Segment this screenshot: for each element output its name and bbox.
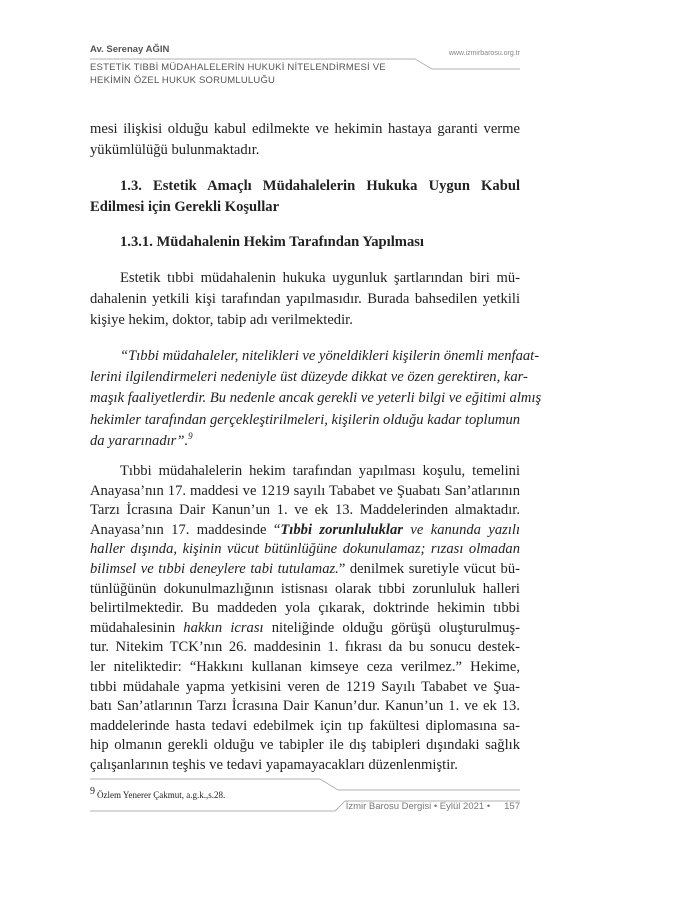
text-line <box>90 521 520 541</box>
header-author: Av. Serenay AĞIN <box>90 44 170 55</box>
text-segment: Tıbbi müdahalelerin hekim tarafından yapılması koşulu, temelini <box>120 463 520 479</box>
text-segment: maddelerinde hasta tedavi edebilmek için tıp fakültesi diplomasına sa- <box>90 717 520 734</box>
text-segment: maşık faaliyetlerdir. Bu nedenle ancak gerekli ve yeterli bilgi ve eğitimi almış <box>90 390 542 407</box>
text-segment: hakkın icrası <box>183 619 264 636</box>
text-line <box>90 431 520 452</box>
text-segment: mesi ilişkisi olduğu kabul edilmekte ve hekimin hastaya garanti verme <box>90 121 520 137</box>
text-line <box>90 119 520 140</box>
footnote-ref: 9 <box>188 430 193 441</box>
text-segment: hekimler tarafından gerçekleştirilmeleri, kişilerin olduğu kadar toplumun <box>90 411 521 428</box>
text-segment: dahalenin yetkili kişi tarafından yapılmasıdır. Burada bahsedilen yetkili <box>90 291 520 308</box>
text-segment: Tarzı İcrasına Dair Kanun’un 1. ve ek 13. Maddelerinden almaktadır. <box>90 502 520 519</box>
text-line <box>90 756 520 776</box>
header-title <box>90 62 386 87</box>
text-segment: niteliğinde olduğu görüşü oluşturulmuş- <box>263 619 520 636</box>
text-segment: 1.3.1. Müdahalenin Hekim Tarafından Yapılması <box>120 234 424 250</box>
text-segment: kişiye hekim, doktor, tabip adı verilmektedir. <box>90 312 353 329</box>
text-segment: haller dışında, kişinin vücut bütünlüğüne dokunulamaz; rızası olmadan <box>90 541 520 558</box>
text-line <box>90 197 520 218</box>
text-segment: bilimsel ve tıbbi deneylere tabi tutulamaz. <box>90 560 339 577</box>
text-segment: yükümlülüğü bulunmaktadır. <box>90 142 260 159</box>
section-heading <box>90 232 520 253</box>
text-line <box>90 410 520 431</box>
text-line <box>90 367 528 388</box>
text-line <box>90 736 520 756</box>
text-line <box>90 176 520 197</box>
text-line <box>90 560 520 580</box>
section-heading <box>90 176 520 218</box>
text-segment: ve kanunda yazılı <box>402 521 521 538</box>
text-segment: çalışanlarının teşhis ve tedavi yapamayacakları düzenlenmiştir. <box>90 756 458 773</box>
footer-journal: İzmir Barosu Dergisi • Eylül 2021 • <box>345 801 491 812</box>
header-url: www.izmirbarosu.org.tr <box>448 50 520 57</box>
text-line <box>90 501 520 521</box>
text-line <box>90 268 520 289</box>
text-segment: ler niteliktedir: “Hakkını kullanan kimseye ceza verilmez.” Hekime, <box>90 658 520 675</box>
text-line <box>90 346 540 367</box>
text-line <box>90 462 520 482</box>
page-number: 157 <box>504 801 520 812</box>
text-segment: tıbbi müdahale yapma yetkisini veren de 1219 Sayılı Tababet ve Şua- <box>90 678 520 695</box>
paragraph <box>90 268 520 332</box>
text-segment: da yararınadır”. <box>90 432 189 449</box>
text-segment: Tıbbi zorunluluklar <box>280 521 403 538</box>
text-segment: Anayasa’nın 17. maddesinde “ <box>90 521 281 538</box>
block-quote <box>90 346 542 452</box>
text-line <box>90 580 520 600</box>
text-segment: belirtilmektedir. Bu maddeden yola çıkarak, doktrinde hekimin tıbbi <box>90 600 520 617</box>
text-line <box>90 697 520 717</box>
text-segment: Anayasa’nın 17. maddesi ve 1219 sayılı Tababet ve Şuabatı San’atlarının <box>90 482 520 499</box>
text-segment: Edilmesi için Gerekli Koşullar <box>90 199 280 216</box>
page-footer <box>346 801 520 812</box>
header-title-line: HEKİMİN ÖZEL HUKUK SORUMLULUĞU <box>90 74 276 86</box>
text-line <box>90 310 520 331</box>
paragraph <box>90 119 520 161</box>
text-line <box>90 140 520 161</box>
text-segment: hip olmanın gerekli olduğu ve tabipler ile dış tabipleri dışındaki sağlık <box>90 737 520 754</box>
text-line <box>90 289 520 310</box>
text-segment: ” denilmek suretiyle vücut bü- <box>338 560 520 577</box>
footnote-text: Özlem Yenerer Çakmut, a.g.k.,s.28. <box>97 790 226 800</box>
text-segment: lerini ilgilendirmeleri nedeniyle üst düzeyde dikkat ve özen gerektiren, kar- <box>90 369 528 386</box>
text-line <box>90 638 520 658</box>
text-line <box>90 678 520 698</box>
text-segment: tur. Nitekim TCK’nın 26. maddesinin 1. fıkrası da bu sonucu destek- <box>90 639 520 656</box>
text-line <box>90 388 542 409</box>
text-segment: batı San’atlarının Tarzı İcrasına Dair Kanun’dur. Kanun’un 1. ve ek 13. <box>90 698 520 715</box>
text-line <box>90 540 520 560</box>
text-line <box>90 599 520 619</box>
text-line <box>90 232 520 253</box>
text-line <box>90 658 520 678</box>
text-line <box>90 482 520 502</box>
text-line <box>90 619 520 639</box>
text-segment: tünlüğünün dokunulmazlığının istisnası olarak tıbbi zorunluluk halleri <box>90 580 520 597</box>
footnote-number: 9 <box>90 786 95 797</box>
text-segment: “Tıbbi müdahaleler, nitelikleri ve yöneldikleri kişilerin önemli menfaat- <box>120 348 540 364</box>
text-segment: 1.3. Estetik Amaçlı Müdahalelerin Hukuka Uygun Kabul <box>120 178 520 194</box>
paragraph <box>90 462 520 776</box>
text-segment: müdahalesinin <box>90 619 184 636</box>
header-title-line: ESTETİK TIBBİ MÜDAHALELERİN HUKUKİ NİTELENDİRMESİ VE <box>90 62 386 73</box>
text-segment: Estetik tıbbi müdahalenin hukuka uygunluk şartlarından biri mü- <box>120 270 520 286</box>
text-line <box>90 717 520 737</box>
